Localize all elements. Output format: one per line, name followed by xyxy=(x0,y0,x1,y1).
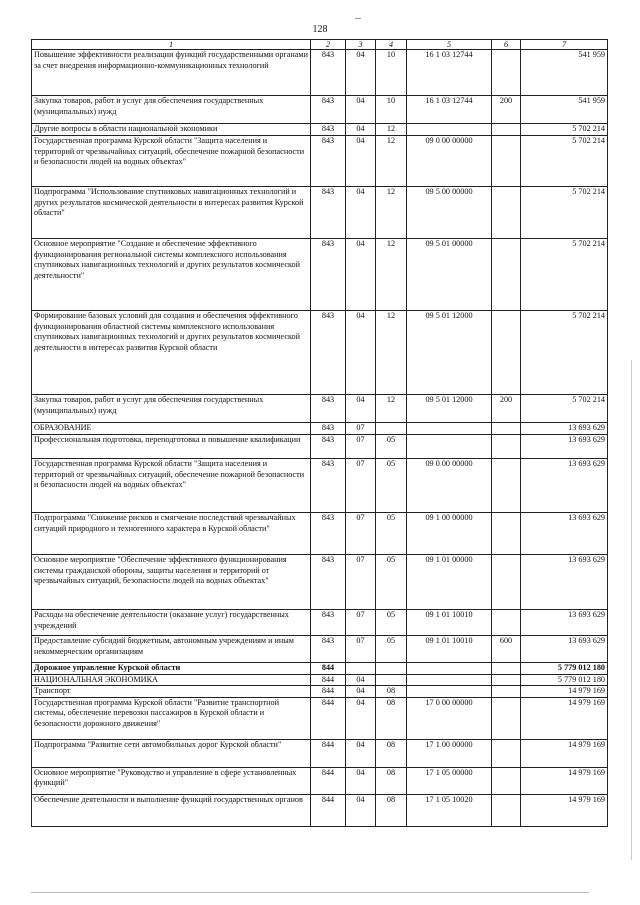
row-csr-cell: 09 5 01 00000 xyxy=(407,239,492,311)
row-grbs-cell: 843 xyxy=(311,50,346,96)
row-grbs-cell: 844 xyxy=(311,739,346,767)
header-col-sum: 7 xyxy=(521,40,608,50)
row-grbs-cell: 844 xyxy=(311,794,346,826)
row-pr-cell: 08 xyxy=(376,767,407,794)
row-grbs-cell: 843 xyxy=(311,513,346,555)
table-row xyxy=(32,459,608,513)
row-rz-cell: 04 xyxy=(346,96,376,124)
row-grbs-cell: 844 xyxy=(311,697,346,739)
row-pr-cell: 05 xyxy=(376,610,407,636)
row-name-cell: Профессиональная подготовка, переподготовка и повышение квалификации xyxy=(32,435,311,459)
table-row xyxy=(32,610,608,636)
row-sum-cell: 5 702 214 xyxy=(521,187,608,239)
row-grbs-cell: 843 xyxy=(311,136,346,187)
row-pr-cell xyxy=(376,663,407,675)
page-bottom-edge xyxy=(31,892,589,893)
row-rz-cell: 04 xyxy=(346,674,376,686)
row-rz-cell: 04 xyxy=(346,187,376,239)
row-vr-cell xyxy=(492,435,521,459)
row-rz-cell: 04 xyxy=(346,395,376,423)
row-csr-cell: 16 1 03 12744 xyxy=(407,50,492,96)
row-pr-cell xyxy=(376,674,407,686)
row-pr-cell: 05 xyxy=(376,435,407,459)
page-number: 128 xyxy=(312,24,328,35)
row-name-cell: Основное мероприятие "Создание и обеспечение эффективного функционирования региональной системы комплексного использования спутниковых навигационных технологий и других результатов космической деятельности" xyxy=(32,239,311,311)
row-pr-cell: 08 xyxy=(376,794,407,826)
row-vr-cell: 200 xyxy=(492,395,521,423)
row-rz-cell xyxy=(346,663,376,675)
row-grbs-cell: 843 xyxy=(311,636,346,663)
row-sum-cell: 541 959 xyxy=(521,96,608,124)
row-sum-cell: 14 979 169 xyxy=(521,686,608,698)
row-csr-cell: 09 1 01 10010 xyxy=(407,636,492,663)
row-pr-cell: 10 xyxy=(376,96,407,124)
row-csr-cell: 09 5 01 12000 xyxy=(407,311,492,395)
row-csr-cell: 09 0 00 00000 xyxy=(407,459,492,513)
row-name-cell: Формирование базовых условий для создания и обеспечения эффективного функционирования областной системы комплексного использования спутниковых навигационных технологий и других результатов космической деятельности в интересах развития Курской области xyxy=(32,311,311,395)
row-sum-cell: 13 693 629 xyxy=(521,636,608,663)
row-rz-cell: 04 xyxy=(346,136,376,187)
row-csr-cell xyxy=(407,435,492,459)
row-pr-cell: 05 xyxy=(376,555,407,610)
row-pr-cell xyxy=(376,423,407,435)
row-pr-cell: 12 xyxy=(376,311,407,395)
row-vr-cell xyxy=(492,50,521,96)
row-sum-cell: 13 693 629 xyxy=(521,555,608,610)
row-grbs-cell: 843 xyxy=(311,124,346,136)
row-vr-cell xyxy=(492,674,521,686)
row-sum-cell: 541 959 xyxy=(521,50,608,96)
row-sum-cell: 13 693 629 xyxy=(521,423,608,435)
row-rz-cell: 07 xyxy=(346,555,376,610)
row-sum-cell: 13 693 629 xyxy=(521,435,608,459)
table-row xyxy=(32,435,608,459)
row-name-cell: Транспорт xyxy=(32,686,311,698)
row-name-cell: Закупка товаров, работ и услуг для обеспечения государственных (муниципальных) нужд xyxy=(32,96,311,124)
row-name-cell: Подпрограмма "Снижение рисков и смягчение последствий чрезвычайных ситуаций природного и техногенного характера в Курской области" xyxy=(32,513,311,555)
row-pr-cell: 05 xyxy=(376,513,407,555)
table-row xyxy=(32,767,608,794)
row-csr-cell: 09 1 00 00000 xyxy=(407,513,492,555)
row-csr-cell xyxy=(407,674,492,686)
row-grbs-cell: 843 xyxy=(311,96,346,124)
row-sum-cell: 5 702 214 xyxy=(521,124,608,136)
row-sum-cell: 13 693 629 xyxy=(521,513,608,555)
row-sum-cell: 14 979 169 xyxy=(521,739,608,767)
row-rz-cell: 04 xyxy=(346,767,376,794)
row-vr-cell xyxy=(492,767,521,794)
row-name-cell: Подпрограмма "Развитие сети автомобильных дорог Курской области" xyxy=(32,739,311,767)
table-row xyxy=(32,50,608,96)
row-vr-cell xyxy=(492,555,521,610)
table-row xyxy=(32,96,608,124)
row-rz-cell: 04 xyxy=(346,311,376,395)
row-grbs-cell: 844 xyxy=(311,767,346,794)
row-grbs-cell: 843 xyxy=(311,610,346,636)
row-rz-cell: 07 xyxy=(346,610,376,636)
table-row xyxy=(32,239,608,311)
row-vr-cell xyxy=(492,124,521,136)
row-vr-cell xyxy=(492,239,521,311)
row-name-cell: Основное мероприятие "Обеспечение эффективного функционирования системы гражданской обороны, защиты населения и территорий от чрезвычайных ситуаций, безопасности людей на водных объектах" xyxy=(32,555,311,610)
row-rz-cell: 07 xyxy=(346,513,376,555)
row-name-cell: Государственная программа Курской области "Защита населения и территорий от чрезвычайных ситуаций, обеспечение пожарной безопасности и безопасности людей на водных объектах" xyxy=(32,136,311,187)
row-grbs-cell: 843 xyxy=(311,187,346,239)
row-sum-cell: 13 693 629 xyxy=(521,610,608,636)
header-col-rz: 3 xyxy=(346,40,376,50)
row-name-cell: Обеспечение деятельности и выполнение функций государственных органов xyxy=(32,794,311,826)
row-pr-cell: 12 xyxy=(376,239,407,311)
row-rz-cell: 07 xyxy=(346,423,376,435)
row-sum-cell: 5 702 214 xyxy=(521,239,608,311)
row-name-cell: Другие вопросы в области национальной экономики xyxy=(32,124,311,136)
row-grbs-cell: 843 xyxy=(311,555,346,610)
table-row xyxy=(32,187,608,239)
row-csr-cell xyxy=(407,663,492,675)
row-vr-cell xyxy=(492,610,521,636)
table-row xyxy=(32,311,608,395)
table-row xyxy=(32,395,608,423)
row-rz-cell: 04 xyxy=(346,50,376,96)
row-pr-cell: 10 xyxy=(376,50,407,96)
table-row xyxy=(32,423,608,435)
row-vr-cell: 200 xyxy=(492,96,521,124)
row-csr-cell: 16 1 03 12744 xyxy=(407,96,492,124)
row-grbs-cell: 844 xyxy=(311,686,346,698)
table-row xyxy=(32,739,608,767)
row-rz-cell: 04 xyxy=(346,697,376,739)
row-vr-cell xyxy=(492,187,521,239)
row-vr-cell xyxy=(492,423,521,435)
row-name-cell: Повышение эффективности реализации функций государственными органами за счет внедрения информационно-коммуникационных технологий xyxy=(32,50,311,96)
row-pr-cell: 08 xyxy=(376,686,407,698)
row-name-cell: Государственная программа Курской области "Защита населения и территорий от чрезвычайных ситуаций, обеспечение пожарной безопасности и безопасности людей на водных объектах" xyxy=(32,459,311,513)
row-sum-cell: 5 702 214 xyxy=(521,311,608,395)
row-csr-cell: 09 1 01 00000 xyxy=(407,555,492,610)
row-grbs-cell: 843 xyxy=(311,239,346,311)
header-col-pr: 4 xyxy=(376,40,407,50)
row-vr-cell xyxy=(492,739,521,767)
table-row xyxy=(32,794,608,826)
row-sum-cell: 13 693 629 xyxy=(521,459,608,513)
row-name-cell: НАЦИОНАЛЬНАЯ ЭКОНОМИКА xyxy=(32,674,311,686)
row-name-cell: Расходы на обеспечение деятельности (оказание услуг) государственных учреждений xyxy=(32,610,311,636)
row-pr-cell: 08 xyxy=(376,697,407,739)
row-pr-cell: 05 xyxy=(376,636,407,663)
row-sum-cell: 14 979 169 xyxy=(521,697,608,739)
table-row xyxy=(32,686,608,698)
row-pr-cell: 05 xyxy=(376,459,407,513)
row-grbs-cell: 843 xyxy=(311,395,346,423)
row-sum-cell: 14 979 169 xyxy=(521,767,608,794)
row-vr-cell xyxy=(492,136,521,187)
row-name-cell: Закупка товаров, работ и услуг для обеспечения государственных (муниципальных) нужд xyxy=(32,395,311,423)
row-vr-cell xyxy=(492,513,521,555)
row-rz-cell: 07 xyxy=(346,459,376,513)
row-csr-cell xyxy=(407,423,492,435)
row-rz-cell: 04 xyxy=(346,686,376,698)
header-col-name: 1 xyxy=(32,40,311,50)
table-row xyxy=(32,674,608,686)
row-name-cell: Предоставление субсидий бюджетным, автономным учреждениям и иным некоммерческим организациям xyxy=(32,636,311,663)
row-grbs-cell: 843 xyxy=(311,459,346,513)
row-vr-cell xyxy=(492,697,521,739)
row-csr-cell: 17 1 05 10020 xyxy=(407,794,492,826)
row-rz-cell: 07 xyxy=(346,636,376,663)
row-csr-cell: 17 1 00 00000 xyxy=(407,739,492,767)
row-csr-cell: 17 0 00 00000 xyxy=(407,697,492,739)
row-sum-cell: 14 979 169 xyxy=(521,794,608,826)
table-row xyxy=(32,697,608,739)
row-sum-cell: 5 779 012 180 xyxy=(521,674,608,686)
header-row xyxy=(32,40,608,50)
row-vr-cell: 600 xyxy=(492,636,521,663)
table-row xyxy=(32,136,608,187)
row-grbs-cell: 843 xyxy=(311,435,346,459)
row-name-cell: Государственная программа Курской области "Развитие транспортной системы, обеспечение перевозки пассажиров в Курской области и безопасности дорожного движения" xyxy=(32,697,311,739)
row-grbs-cell: 844 xyxy=(311,674,346,686)
row-sum-cell: 5 702 214 xyxy=(521,395,608,423)
table-row xyxy=(32,513,608,555)
row-rz-cell: 04 xyxy=(346,124,376,136)
row-csr-cell: 09 1 01 10010 xyxy=(407,610,492,636)
scan-edge xyxy=(631,360,632,860)
scan-mark xyxy=(355,18,361,19)
budget-table xyxy=(31,39,608,827)
row-name-cell: Основное мероприятие "Руководство и управление в сфере установленных функций" xyxy=(32,767,311,794)
row-vr-cell xyxy=(492,459,521,513)
row-grbs-cell: 844 xyxy=(311,663,346,675)
row-name-cell: Подпрограмма "Использование спутниковых навигационных технологий и других результатов космической деятельности в интересах развития Курской области" xyxy=(32,187,311,239)
row-vr-cell xyxy=(492,311,521,395)
header-col-csr: 5 xyxy=(407,40,492,50)
table-row xyxy=(32,555,608,610)
header-col-vr: 6 xyxy=(492,40,521,50)
row-csr-cell: 17 1 05 00000 xyxy=(407,767,492,794)
row-grbs-cell: 843 xyxy=(311,423,346,435)
row-name-cell: ОБРАЗОВАНИЕ xyxy=(32,423,311,435)
row-grbs-cell: 843 xyxy=(311,311,346,395)
row-csr-cell: 09 5 01 12000 xyxy=(407,395,492,423)
row-rz-cell: 04 xyxy=(346,739,376,767)
row-pr-cell: 12 xyxy=(376,136,407,187)
row-sum-cell: 5 702 214 xyxy=(521,136,608,187)
row-vr-cell xyxy=(492,686,521,698)
row-csr-cell xyxy=(407,124,492,136)
row-csr-cell: 09 5 00 00000 xyxy=(407,187,492,239)
row-pr-cell: 12 xyxy=(376,395,407,423)
table-row xyxy=(32,124,608,136)
row-pr-cell: 12 xyxy=(376,187,407,239)
row-sum-cell: 5 779 012 180 xyxy=(521,663,608,675)
table-row xyxy=(32,636,608,663)
row-rz-cell: 04 xyxy=(346,239,376,311)
row-rz-cell: 07 xyxy=(346,435,376,459)
row-pr-cell: 08 xyxy=(376,739,407,767)
table-row xyxy=(32,663,608,675)
row-pr-cell: 12 xyxy=(376,124,407,136)
header-col-grbs: 2 xyxy=(311,40,346,50)
row-csr-cell xyxy=(407,686,492,698)
row-vr-cell xyxy=(492,663,521,675)
row-name-cell: Дорожное управление Курской области xyxy=(32,663,311,675)
row-csr-cell: 09 0 00 00000 xyxy=(407,136,492,187)
row-rz-cell: 04 xyxy=(346,794,376,826)
row-vr-cell xyxy=(492,794,521,826)
